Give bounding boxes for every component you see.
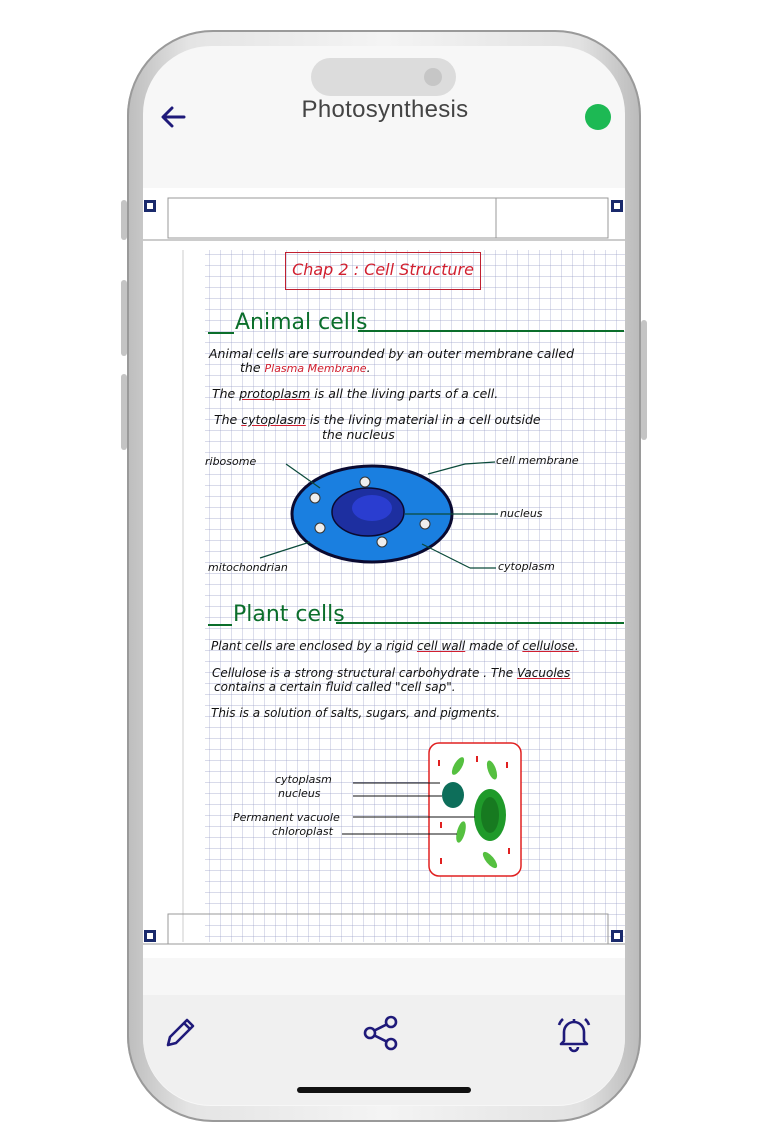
label-cell-membrane: cell membrane <box>496 454 579 467</box>
dynamic-island <box>311 58 456 96</box>
phone-power-button <box>641 320 647 440</box>
back-button[interactable] <box>158 101 190 133</box>
scan-corner-marker <box>611 200 623 212</box>
label-mitochondrian: mitochondrian <box>208 561 288 574</box>
label-ribosome: ribosome <box>205 455 257 468</box>
home-indicator[interactable] <box>297 1087 471 1093</box>
text: made of <box>469 639 519 653</box>
plant-text-line3: contains a certain fluid called "cell sap". <box>214 680 456 694</box>
nucleus-shape <box>442 782 464 808</box>
cytoplasm-line <box>214 412 541 427</box>
nucleolus-shape <box>352 495 392 521</box>
plant-label-cytoplasm: cytoplasm <box>275 773 332 786</box>
edit-button[interactable] <box>160 1013 200 1053</box>
text: Cellulose is a strong structural carbohydrate . The <box>212 666 514 680</box>
cellulose-term: cellulose. <box>522 639 579 653</box>
text: The <box>212 386 236 401</box>
text: is all the living parts of a cell. <box>314 386 499 401</box>
arrow-left-icon <box>158 101 190 133</box>
phone-volume-up <box>121 280 127 356</box>
plant-label-chloroplast: chloroplast <box>272 825 333 838</box>
text: Plant cells are enclosed by a rigid <box>211 639 414 653</box>
protoplasm-term: protoplasm <box>239 386 311 401</box>
plasma-membrane-term: Plasma Membrane <box>264 362 367 375</box>
plant-text-line2 <box>212 666 570 680</box>
cell-wall-term: cell wall <box>416 639 466 653</box>
text: is the living material in a cell outside <box>309 412 541 427</box>
plant-cells-heading: Plant cells <box>233 602 345 627</box>
plant-label-nucleus: nucleus <box>278 787 321 800</box>
label-cytoplasm: cytoplasm <box>498 560 555 573</box>
chapter-title: Chap 2 : Cell Structure <box>292 260 474 279</box>
page-title: Photosynthesis <box>301 96 469 123</box>
heading-rule-right <box>358 330 624 332</box>
alarm-button[interactable] <box>554 1013 594 1053</box>
scan-corner-marker <box>144 200 156 212</box>
heading-rule-left <box>208 332 234 334</box>
share-icon <box>361 1013 401 1053</box>
heading-rule-right <box>336 622 624 624</box>
plant-text-line1 <box>211 639 579 653</box>
phone-side-button <box>121 200 127 240</box>
plant-cell-diagram <box>340 740 530 880</box>
animal-text-line2 <box>240 360 371 375</box>
animal-text-line1: Animal cells are surrounded by an outer membrane called <box>209 346 575 361</box>
pencil-icon <box>160 1013 200 1053</box>
plant-text-line4: This is a solution of salts, sugars, and pigments. <box>211 706 501 720</box>
label-nucleus: nucleus <box>500 507 543 520</box>
organelle <box>310 493 320 503</box>
organelle <box>420 519 430 529</box>
bell-ring-icon <box>554 1013 594 1053</box>
text: the <box>240 360 261 375</box>
organelle <box>315 523 325 533</box>
protoplasm-line <box>212 386 498 401</box>
text: . <box>366 360 371 375</box>
share-button[interactable] <box>361 1013 401 1053</box>
status-indicator <box>585 104 611 130</box>
organelle <box>360 477 370 487</box>
cytoplasm-line2: the nucleus <box>322 427 395 442</box>
animal-cells-heading: Animal cells <box>235 310 368 335</box>
cytoplasm-term: cytoplasm <box>241 412 306 427</box>
heading-rule-left <box>208 624 232 626</box>
vacuoles-term: Vacuoles <box>516 666 571 680</box>
plant-label-vacuole: Permanent vacuole <box>233 811 340 824</box>
scan-corner-marker <box>144 930 156 942</box>
phone-volume-down <box>121 374 127 450</box>
scan-corner-marker <box>611 930 623 942</box>
text: The <box>214 412 238 427</box>
organelle <box>377 537 387 547</box>
